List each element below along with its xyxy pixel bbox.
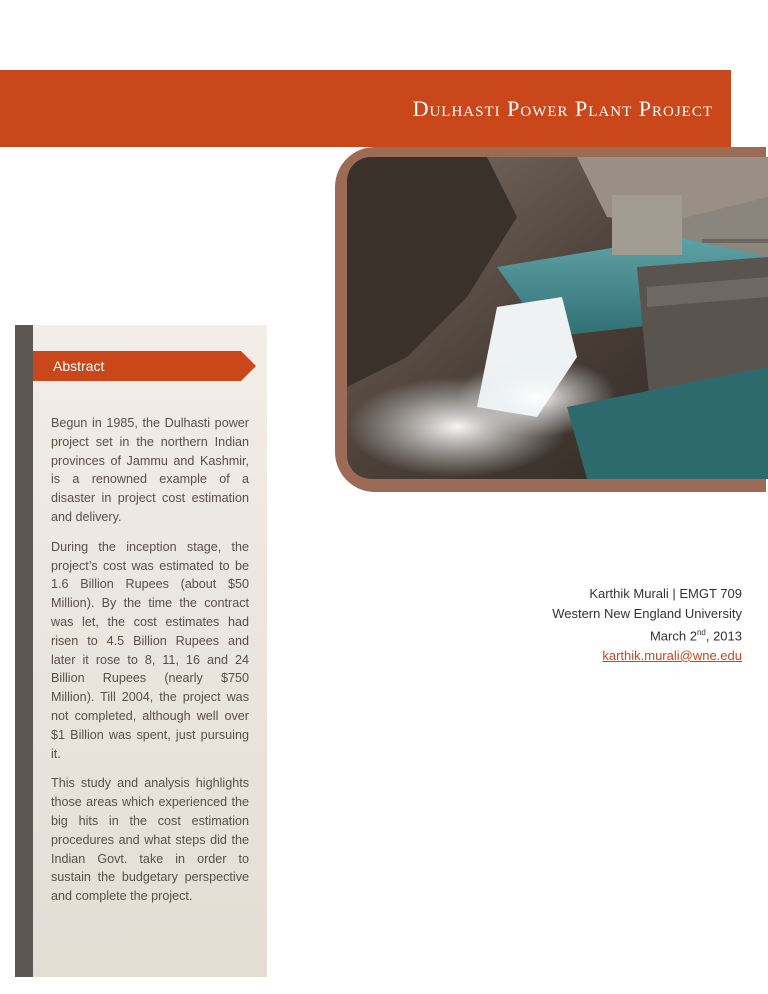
date-suffix-ordinal: nd xyxy=(696,628,706,637)
author-email-link[interactable]: karthik.murali@wne.edu xyxy=(602,647,742,663)
abstract-heading: Abstract xyxy=(53,358,105,374)
dam-photo xyxy=(347,157,768,479)
abstract-heading-tab xyxy=(33,351,256,381)
sidebar-edge xyxy=(15,325,33,977)
abstract-paragraph: This study and analysis highlights those areas which experienced the big hits in the cost estimation procedures and what steps did the Indian Govt. take in order to sustain the budgetary perspective and complete the project. xyxy=(51,776,249,904)
abstract-paragraph: During the inception stage, the project’s cost was estimated to be 1.6 Billion Rupees (about $50 Million). By the time the contract was let, the cost estimates had risen to 4.5 Billion Rupees and later it rose to 8, 11, 16 and 24 Billion Rupees (nearly $750 Million). Till 2004, the project was not completed, although well over $1 Billion was spent, just pursuing it. xyxy=(51,539,249,761)
author-block xyxy=(482,584,742,665)
author-name-course: Karthik Murali | EMGT 709 xyxy=(589,586,742,601)
dam-photo-illustration xyxy=(347,157,768,479)
date-prefix: March 2 xyxy=(649,628,697,644)
author-date xyxy=(482,623,742,646)
document-title: Dulhasti Power Plant Project xyxy=(412,96,713,121)
abstract-body xyxy=(51,414,249,917)
abstract-paragraph: Begun in 1985, the Dulhasti power project set in the northern Indian provinces of Jammu and Kashmir, is a renowned example of a disaster in project cost estimation and delivery. xyxy=(51,416,249,524)
author-university: Western New England University xyxy=(552,605,742,621)
date-year: , 2013 xyxy=(705,628,742,644)
title-band xyxy=(0,70,731,147)
